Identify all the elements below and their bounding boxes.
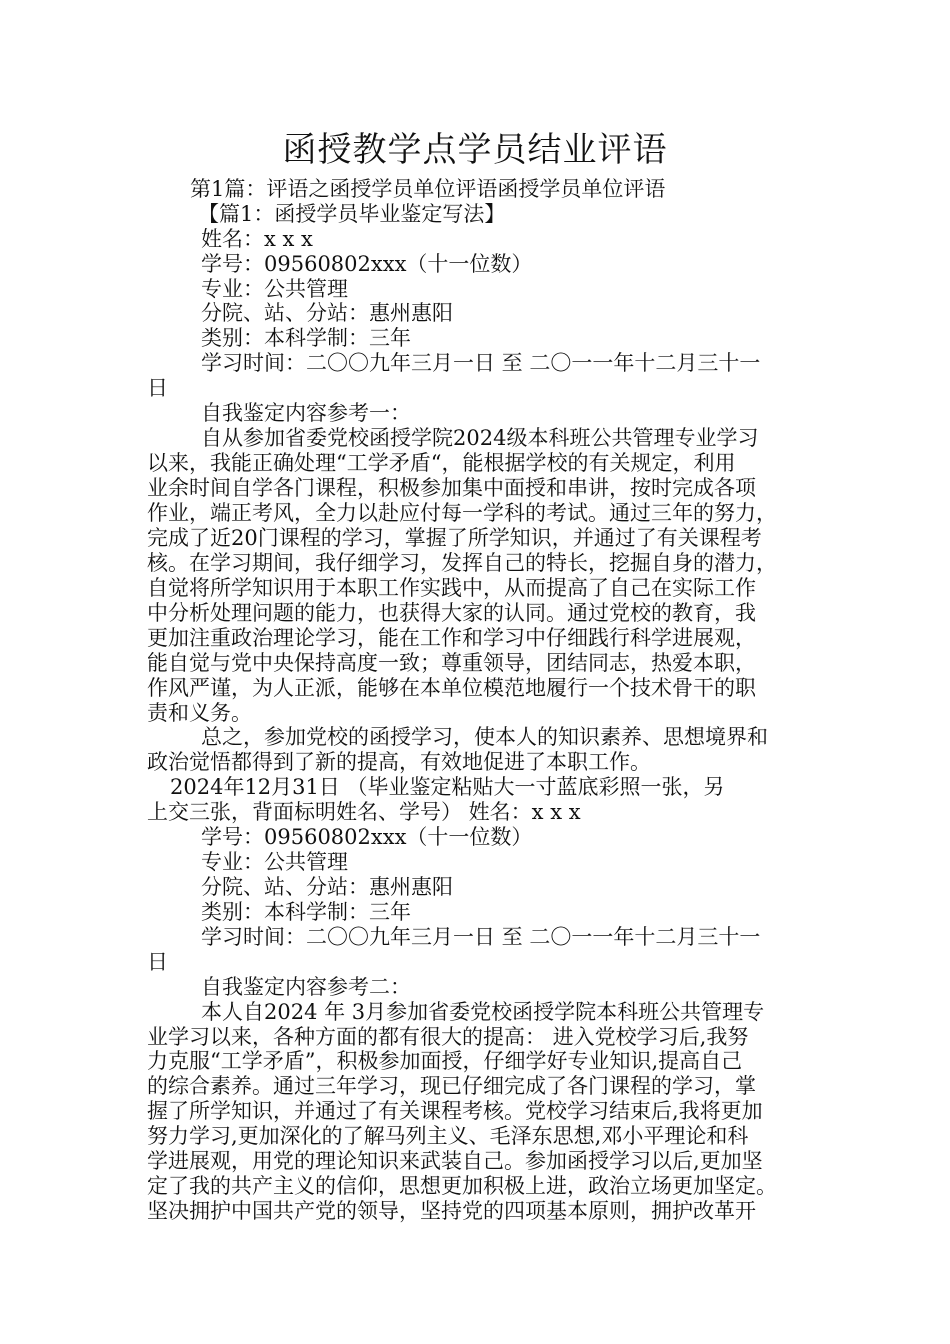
info-name: 姓名：x x x	[201, 227, 313, 251]
paragraph-line: 业学习以来，各种方面的都有很大的提高： 进入党校学习后,我努	[147, 1025, 749, 1049]
paragraph-line: 中分析处理问题的能力，也获得大家的认同。通过党校的教育，我	[147, 601, 756, 625]
info-category: 类别：本科学制：三年	[201, 326, 411, 350]
date-line: 2024年12月31日 （毕业鉴定粘贴大一寸蓝底彩照一张，另	[170, 775, 725, 799]
info-study-time-cont: 日	[147, 950, 168, 974]
info-major: 专业：公共管理	[201, 850, 348, 874]
info-student-id: 学号：09560802xxx（十一位数）	[201, 252, 533, 276]
paragraph-line: 作业，端正考风，全力以赴应付每一学科的考试。通过三年的努力，	[147, 501, 777, 525]
paragraph-line: 力克服“工学矛盾”，积极参加面授，仔细学好专业知识,提高自己	[147, 1049, 743, 1073]
paragraph-line: 自觉将所学知识用于本职工作实践中，从而提高了自己在实际工作	[147, 576, 756, 600]
reference-heading-2: 自我鉴定内容参考二：	[201, 975, 411, 999]
paragraph-line: 定了我的共产主义的信仰，思想更加积极上进，政治立场更加坚定。	[147, 1174, 777, 1198]
paragraph-line: 能自觉与党中央保持高度一致；尊重领导，团结同志，热爱本职，	[147, 651, 756, 675]
paragraph-line: 本人自2024 年 3月参加省委党校函授学院本科班公共管理专	[201, 1000, 765, 1024]
info-branch: 分院、站、分站：惠州惠阳	[201, 875, 453, 899]
paragraph-line: 学进展观，用党的理论知识来武装自己。参加函授学习以后,更加坚	[147, 1149, 763, 1173]
info-branch: 分院、站、分站：惠州惠阳	[201, 301, 453, 325]
info-study-time: 学习时间：二〇〇九年三月一日 至 二〇一一年十二月三十一	[201, 351, 761, 375]
paragraph-line: 作风严谨，为人正派，能够在本单位模范地履行一个技术骨干的职	[147, 676, 756, 700]
info-student-id: 学号：09560802xxx（十一位数）	[201, 825, 533, 849]
info-category: 类别：本科学制：三年	[201, 900, 411, 924]
paragraph-line: 业余时间自学各门课程，积极参加集中面授和串讲，按时完成各项	[147, 476, 756, 500]
paragraph-line: 完成了近20门课程的学习，掌握了所学知识，并通过了有关课程考	[147, 526, 762, 550]
document-title: 函授教学点学员结业评语	[282, 130, 668, 170]
paragraph-line: 以来，我能正确处理“工学矛盾“，能根据学校的有关规定，利用	[147, 451, 736, 475]
paragraph-line: 坚决拥护中国共产党的领导，坚持党的四项基本原则，拥护改革开	[147, 1199, 756, 1223]
paragraph-line: 的综合素养。通过三年学习，现已仔细完成了各门课程的学习，掌	[147, 1074, 756, 1098]
paragraph-line: 握了所学知识，并通过了有关课程考核。党校学习结束后,我将更加	[147, 1099, 763, 1123]
paragraph-line: 政治觉悟都得到了新的提高，有效地促进了本职工作。	[147, 750, 651, 774]
date-line-cont: 上交三张，背面标明姓名、学号） 姓名：x x x	[147, 800, 581, 824]
info-major: 专业：公共管理	[201, 277, 348, 301]
paragraph-line: 更加注重政治理论学习，能在工作和学习中仔细践行科学进展观，	[147, 626, 756, 650]
chapter-heading: 第1篇：评语之函授学员单位评语函授学员单位评语	[190, 177, 666, 201]
paragraph-line: 自从参加省委党校函授学院2024级本科班公共管理专业学习	[201, 426, 759, 450]
info-study-time: 学习时间：二〇〇九年三月一日 至 二〇一一年十二月三十一	[201, 925, 761, 949]
info-study-time-cont: 日	[147, 376, 168, 400]
reference-heading-1: 自我鉴定内容参考一：	[201, 401, 411, 425]
paragraph-line: 核。在学习期间，我仔细学习，发挥自己的特长，挖掘自身的潜力，	[147, 551, 777, 575]
paragraph-line: 总之，参加党校的函授学习，使本人的知识素养、思想境界和	[201, 725, 768, 749]
section-heading: 【篇1：函授学员毕业鉴定写法】	[198, 202, 506, 226]
paragraph-line: 责和义务。	[147, 701, 252, 725]
paragraph-line: 努力学习,更加深化的了解马列主义、毛泽东思想,邓小平理论和科	[147, 1124, 749, 1148]
